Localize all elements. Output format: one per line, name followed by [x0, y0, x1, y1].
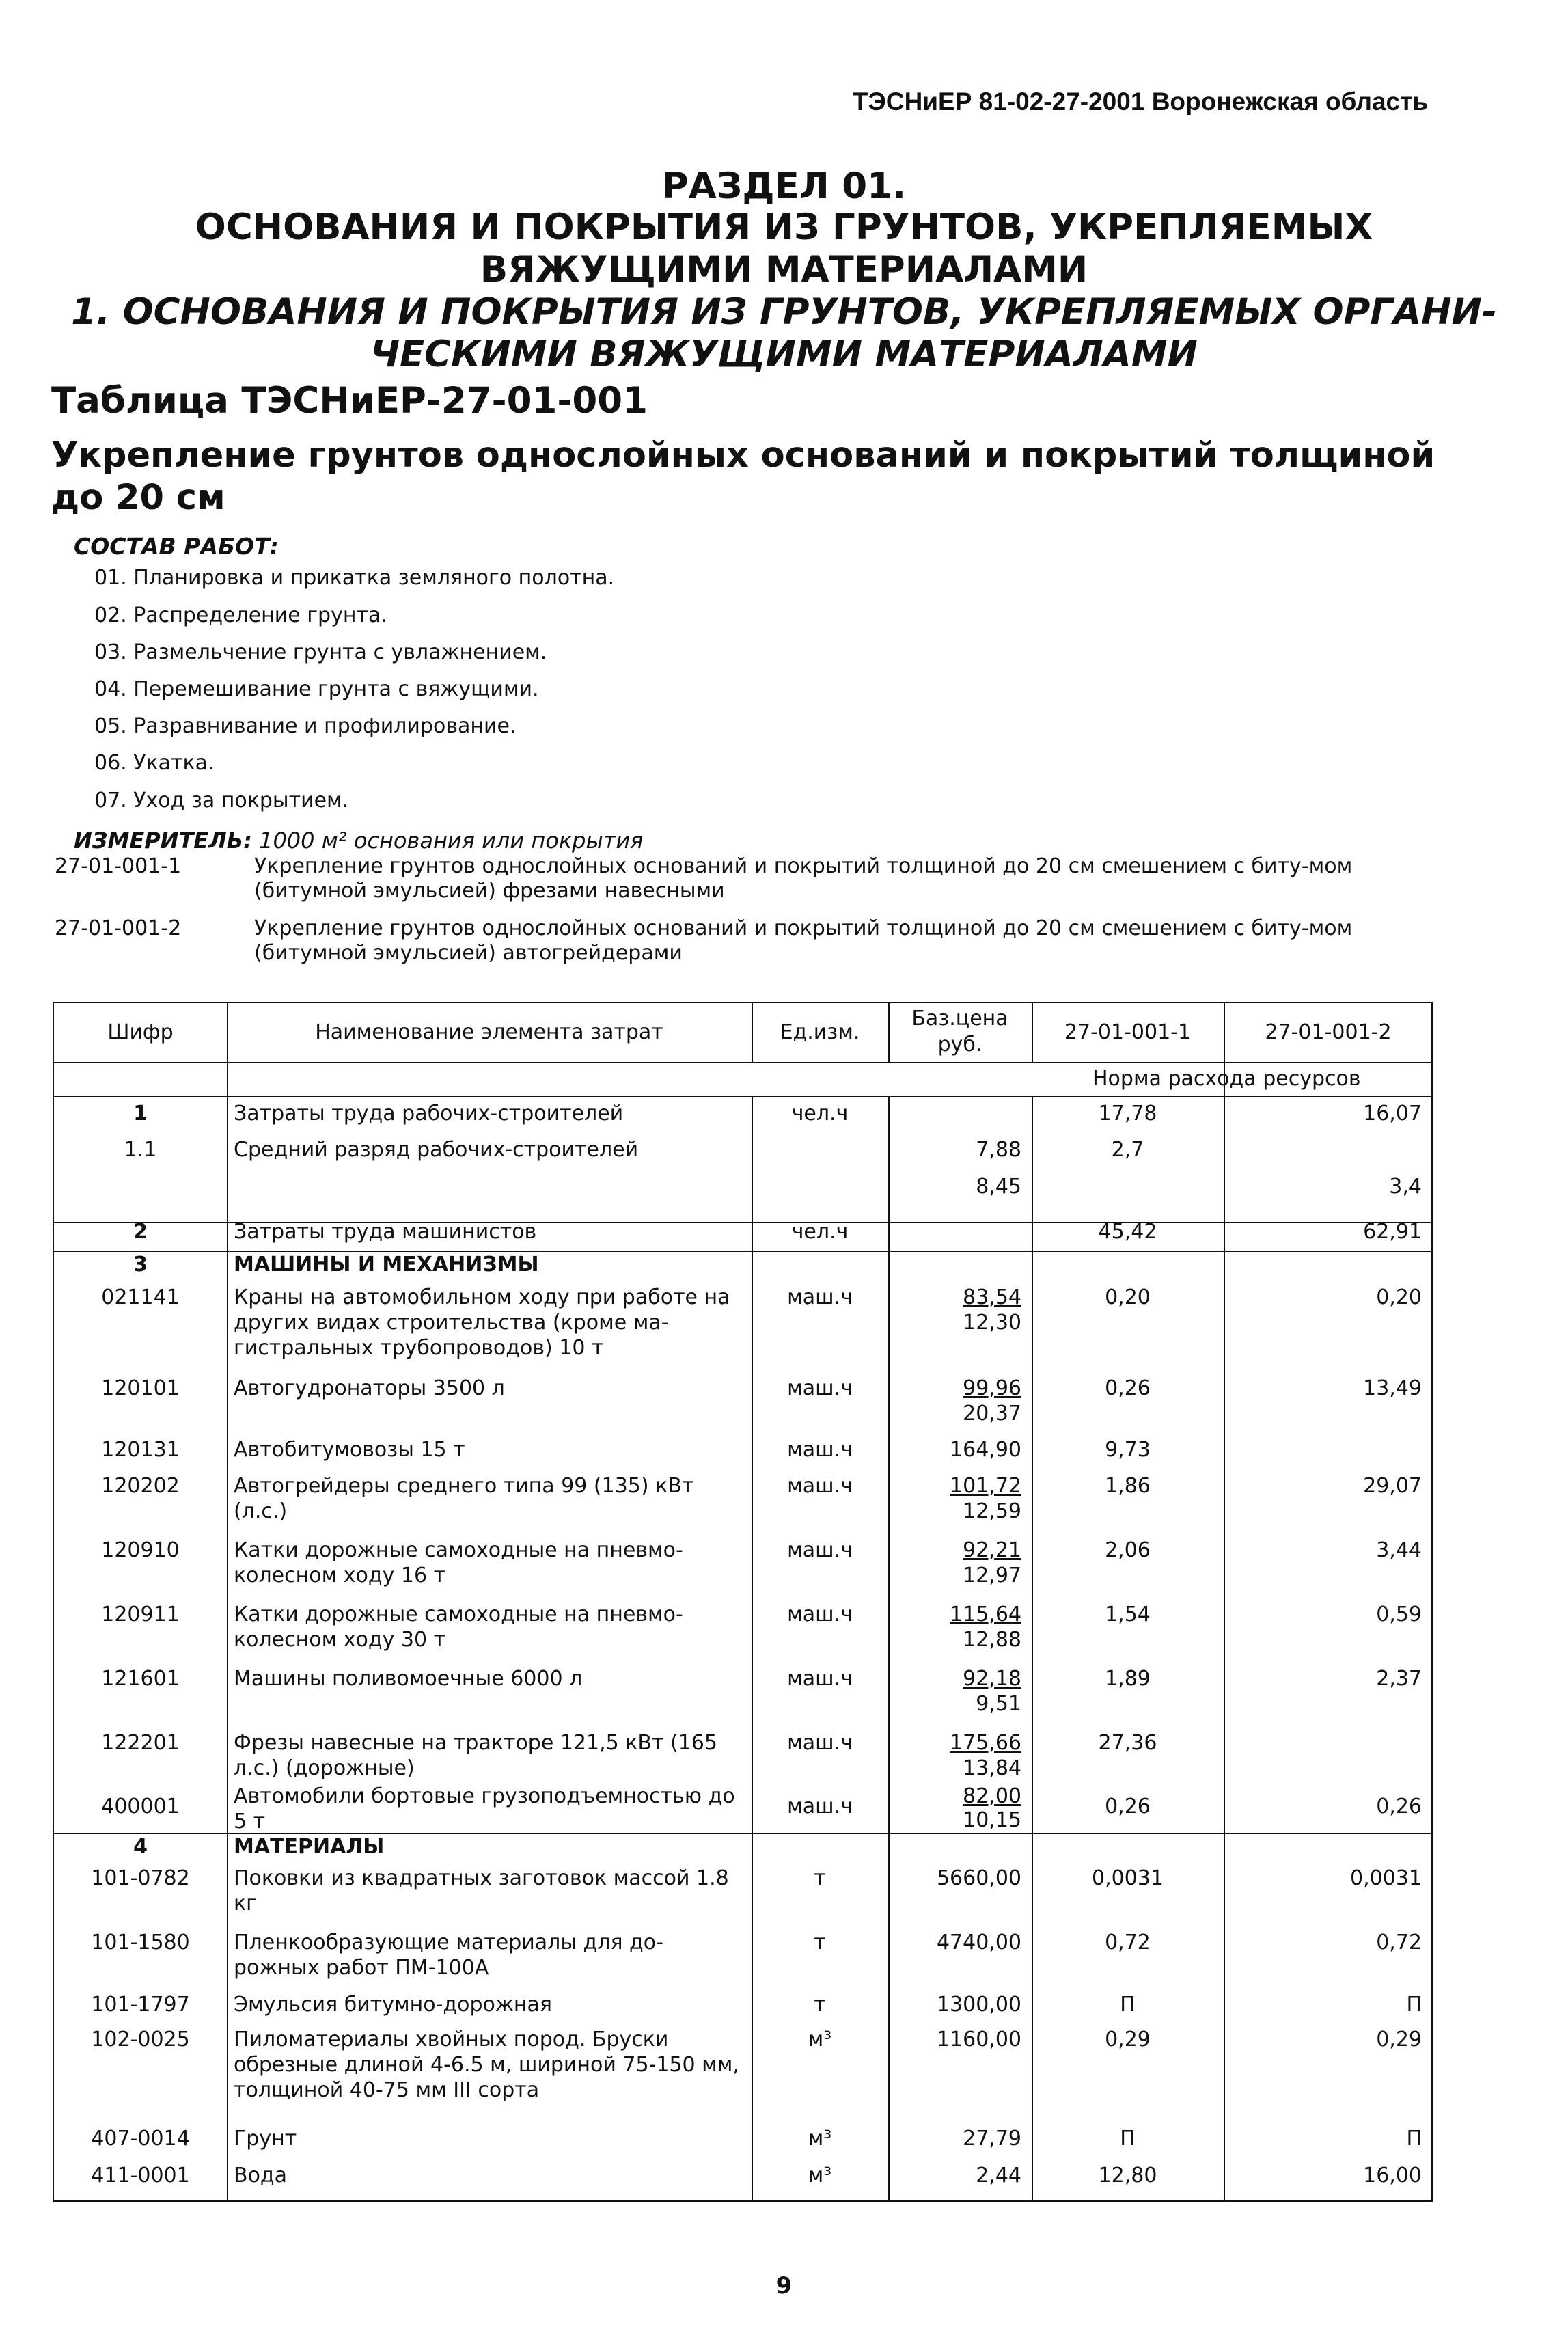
table-row-price-2: 13,84 — [963, 1756, 1021, 1780]
table-row-code: 400001 — [101, 1795, 180, 1818]
header-unit: Ед.изм. — [780, 1020, 860, 1044]
table-row-name: Автомобили бортовые грузоподъемностью до 5 т — [234, 1784, 735, 1833]
section-title-line-1: ОСНОВАНИЯ И ПОКРЫТИЯ ИЗ ГРУНТОВ, УКРЕПЛЯЕМЫХ — [195, 206, 1373, 248]
table-row-code: 121601 — [101, 1667, 180, 1691]
table-row-unit: м³ — [808, 2028, 832, 2051]
table-row-code: 101-1580 — [91, 1931, 190, 1954]
table-row-unit: т — [814, 1993, 826, 2017]
table-row-name: Пленкообразующие материалы для до-рожных работ ПМ-100А — [234, 1931, 663, 1980]
table-row-unit: чел.ч — [791, 1102, 849, 1126]
header-variant-2: 27-01-001-2 — [1265, 1020, 1392, 1044]
table-row-code: 2 — [133, 1220, 148, 1244]
table-col-rule — [227, 1003, 228, 2202]
table-row-unit: т — [814, 1931, 826, 1954]
table-row-price: 1160,00 — [936, 2028, 1021, 2051]
table-row-name: Машины поливомоечные 6000 л — [234, 1667, 583, 1691]
table-row-unit: т — [814, 1866, 826, 1890]
table-row-v2: 0,29 — [1376, 2028, 1422, 2051]
variant-code: 27-01-001-1 — [55, 854, 182, 878]
measure-label: ИЗМЕРИТЕЛЬ: — [74, 828, 252, 854]
table-row-v2: 29,07 — [1363, 1474, 1422, 1498]
table-row-v1: 0,0031 — [1092, 1866, 1164, 1890]
table-row-v2: 0,0031 — [1350, 1866, 1422, 1890]
subsection-title-line-1: 1. ОСНОВАНИЯ И ПОКРЫТИЯ ИЗ ГРУНТОВ, УКРЕПЛЯЕМЫХ ОРГАНИ- — [71, 291, 1497, 333]
variant-code: 27-01-001-2 — [55, 916, 182, 940]
table-row-unit: маш.ч — [787, 1538, 853, 1562]
table-row-name: Затраты труда рабочих-строителей — [234, 1102, 624, 1126]
table-row-unit: маш.ч — [787, 1731, 853, 1755]
table-row-v1: 0,20 — [1105, 1285, 1151, 1309]
table-row-v1: 17,78 — [1098, 1102, 1157, 1126]
table-row-price: 82,00 — [963, 1784, 1021, 1808]
composition-label: СОСТАВ РАБОТ: — [74, 533, 279, 560]
table-row-unit: маш.ч — [787, 1474, 853, 1498]
table-row-code: 4 — [133, 1835, 148, 1859]
table-row-name: Краны на автомобильном ходу при работе на других видах строительства (кроме ма-гистральных трубопроводов) 10 т — [234, 1285, 730, 1360]
table-row-price: 101,72 — [950, 1474, 1021, 1498]
table-row-v1: 0,72 — [1105, 1931, 1151, 1954]
table-row-v2: 0,20 — [1376, 1285, 1422, 1309]
table-row-v2: 13,49 — [1363, 1376, 1422, 1400]
work-item: 02. Распределение грунта. — [94, 603, 387, 627]
table-row-code: 407-0014 — [91, 2127, 190, 2151]
table-row-name: Грунт — [234, 2127, 297, 2151]
table-row-price: 175,66 — [950, 1731, 1021, 1755]
work-item: 04. Перемешивание грунта с вяжущими. — [94, 677, 539, 701]
table-row-v2: П — [1406, 1993, 1422, 2017]
section-title-line-2: ВЯЖУЩИМИ МАТЕРИАЛАМИ — [480, 249, 1088, 290]
header-variant-1: 27-01-001-1 — [1064, 1020, 1192, 1044]
table-row-price: 92,21 — [963, 1538, 1021, 1562]
table-section-title: МАТЕРИАЛЫ — [234, 1835, 385, 1859]
table-row-code: 3 — [133, 1253, 148, 1277]
table-row-price-2: 8,45 — [976, 1175, 1021, 1199]
table-label: Таблица ТЭСНиЕР-27-01-001 — [51, 380, 648, 422]
subsection-title-line-2: ЧЕСКИМИ ВЯЖУЩИМИ МАТЕРИАЛАМИ — [370, 333, 1198, 375]
table-row-price-2: 10,15 — [963, 1808, 1021, 1832]
table-row-code: 101-0782 — [91, 1866, 190, 1890]
table-row-price-2: 12,30 — [963, 1311, 1021, 1335]
table-row-name: Средний разряд рабочих-строителей — [234, 1138, 639, 1162]
table-row-code: 411-0001 — [91, 2164, 190, 2187]
table-row-v1: 12,80 — [1098, 2164, 1157, 2187]
table-row-code: 122201 — [101, 1731, 180, 1755]
table-row-v2: 3,4 — [1389, 1175, 1422, 1199]
measure-value: 1000 м² основания или покрытия — [259, 828, 644, 854]
table-row-v2: 2,37 — [1376, 1667, 1422, 1691]
header-code: Шифр — [107, 1020, 174, 1044]
table-row-price: 99,96 — [963, 1376, 1021, 1400]
table-row-v1: П — [1120, 2127, 1136, 2151]
table-row-v2: 16,07 — [1363, 1102, 1422, 1126]
table-row-v1: П — [1120, 1993, 1136, 2017]
table-row-code: 120101 — [101, 1376, 180, 1400]
table-row-unit: маш.ч — [787, 1602, 853, 1626]
table-row-name: Поковки из квадратных заготовок массой 1.8 кг — [234, 1866, 729, 1915]
table-row-v1: 1,89 — [1105, 1667, 1151, 1691]
table-row-price-2: 12,88 — [963, 1628, 1021, 1652]
measure-line — [74, 828, 643, 854]
table-row-price: 164,90 — [950, 1438, 1021, 1462]
table-row-v1: 45,42 — [1098, 1220, 1157, 1244]
table-row-v2: 3,44 — [1376, 1538, 1422, 1562]
header-name: Наименование элемента затрат — [315, 1020, 663, 1044]
table-row-v2: П — [1406, 2127, 1422, 2151]
table-row-name: Автобитумовозы 15 т — [234, 1438, 465, 1462]
table-row-price: 4740,00 — [936, 1931, 1021, 1954]
table-row-v1: 9,73 — [1105, 1438, 1151, 1462]
table-row-code: 102-0025 — [91, 2028, 190, 2051]
page-number: 9 — [775, 2272, 793, 2300]
table-row-v1: 1,54 — [1105, 1602, 1151, 1626]
table-row-code: 101-1797 — [91, 1993, 190, 2017]
table-row-code: 120131 — [101, 1438, 180, 1462]
table-row-price: 115,64 — [950, 1602, 1021, 1626]
header-price: Баз.цена руб. — [911, 1007, 1008, 1056]
table-subtitle: Укрепление грунтов однослойных оснований и покрытий толщиной до 20 см — [51, 435, 1435, 518]
table-row-code: 021141 — [101, 1285, 180, 1309]
table-row-price: 1300,00 — [936, 1993, 1021, 2017]
table-row-unit: маш.ч — [787, 1667, 853, 1691]
table-row-unit: чел.ч — [791, 1220, 849, 1244]
table-row-v1: 0,26 — [1105, 1376, 1151, 1400]
work-item: 05. Разравнивание и профилирование. — [94, 714, 517, 738]
table-row-price-2: 20,37 — [963, 1402, 1021, 1426]
table-row-name: Эмульсия битумно-дорожная — [234, 1993, 552, 2017]
table-row-v1: 2,7 — [1111, 1138, 1144, 1162]
table-row-price: 27,79 — [963, 2127, 1021, 2151]
resource-table — [53, 1002, 1433, 2202]
norm-label: Норма расхода ресурсов — [1092, 1067, 1361, 1091]
table-row-name: Вода — [234, 2164, 288, 2187]
table-row-name: Пиломатериалы хвойных пород. Бруски обрезные длиной 4-6.5 м, шириной 75-150 мм, толщиной 40-75 мм III сорта — [234, 2028, 739, 2102]
table-row-code: 120202 — [101, 1474, 180, 1498]
table-row-v2: 0,59 — [1376, 1602, 1422, 1626]
table-row-v2: 16,00 — [1363, 2164, 1422, 2187]
table-row-v1: 2,06 — [1105, 1538, 1151, 1562]
table-row-code: 1.1 — [124, 1138, 157, 1162]
table-row-unit: маш.ч — [787, 1285, 853, 1309]
table-row-unit: м³ — [808, 2164, 832, 2187]
table-section-title: МАШИНЫ И МЕХАНИЗМЫ — [234, 1253, 539, 1277]
table-row-v1: 27,36 — [1098, 1731, 1157, 1755]
table-row-unit: маш.ч — [787, 1795, 853, 1818]
table-row-name: Автогрейдеры среднего типа 99 (135) кВт (л.с.) — [234, 1474, 694, 1523]
table-row-price-2: 12,97 — [963, 1564, 1021, 1587]
table-row-unit: м³ — [808, 2127, 832, 2151]
table-row-v1: 0,26 — [1105, 1795, 1151, 1818]
table-row-price: 7,88 — [976, 1138, 1021, 1162]
table-row-name: Фрезы навесные на тракторе 121,5 кВт (165 л.с.) (дорожные) — [234, 1731, 717, 1780]
table-row-price: 5660,00 — [936, 1866, 1021, 1890]
table-row-code: 120910 — [101, 1538, 180, 1562]
table-row-name: Автогудронаторы 3500 л — [234, 1376, 505, 1400]
table-row-price: 92,18 — [963, 1667, 1021, 1691]
table-row-price-2: 9,51 — [976, 1692, 1021, 1716]
table-row-code: 120911 — [101, 1602, 180, 1626]
document-header: ТЭСНиЕР 81-02-27-2001 Воронежская область — [852, 87, 1428, 115]
work-item: 07. Уход за покрытием. — [94, 789, 349, 813]
table-row-price: 2,44 — [976, 2164, 1021, 2187]
variant-description: Укрепление грунтов однослойных оснований и покрытий толщиной до 20 см смешением с биту-мом (битумной эмульсией) автогрейдерами — [254, 916, 1353, 965]
work-item: 01. Планировка и прикатка земляного полотна. — [94, 566, 615, 590]
section-number: РАЗДЕЛ 01. — [661, 165, 907, 207]
table-row-name: Катки дорожные самоходные на пневмо-колесном ходу 30 т — [234, 1602, 683, 1652]
work-item: 06. Укатка. — [94, 751, 215, 775]
table-row-unit: маш.ч — [787, 1438, 853, 1462]
table-row-v2: 0,72 — [1376, 1931, 1422, 1954]
table-row-price: 83,54 — [963, 1285, 1021, 1309]
table-row-code: 1 — [133, 1102, 148, 1126]
work-item: 03. Размельчение грунта с увлажнением. — [94, 640, 547, 664]
table-row-v2: 0,26 — [1376, 1795, 1422, 1818]
table-row-v2: 62,91 — [1363, 1220, 1422, 1244]
table-row-v1: 1,86 — [1105, 1474, 1151, 1498]
table-row-price-2: 12,59 — [963, 1499, 1021, 1523]
variant-description: Укрепление грунтов однослойных оснований и покрытий толщиной до 20 см смешением с биту-мом (битумной эмульсией) фрезами навесными — [254, 854, 1353, 903]
table-row-v1: 0,29 — [1105, 2028, 1151, 2051]
table-row-name: Затраты труда машинистов — [234, 1220, 537, 1244]
table-row-name: Катки дорожные самоходные на пневмо-колесном ходу 16 т — [234, 1538, 683, 1587]
table-row-unit: маш.ч — [787, 1376, 853, 1400]
